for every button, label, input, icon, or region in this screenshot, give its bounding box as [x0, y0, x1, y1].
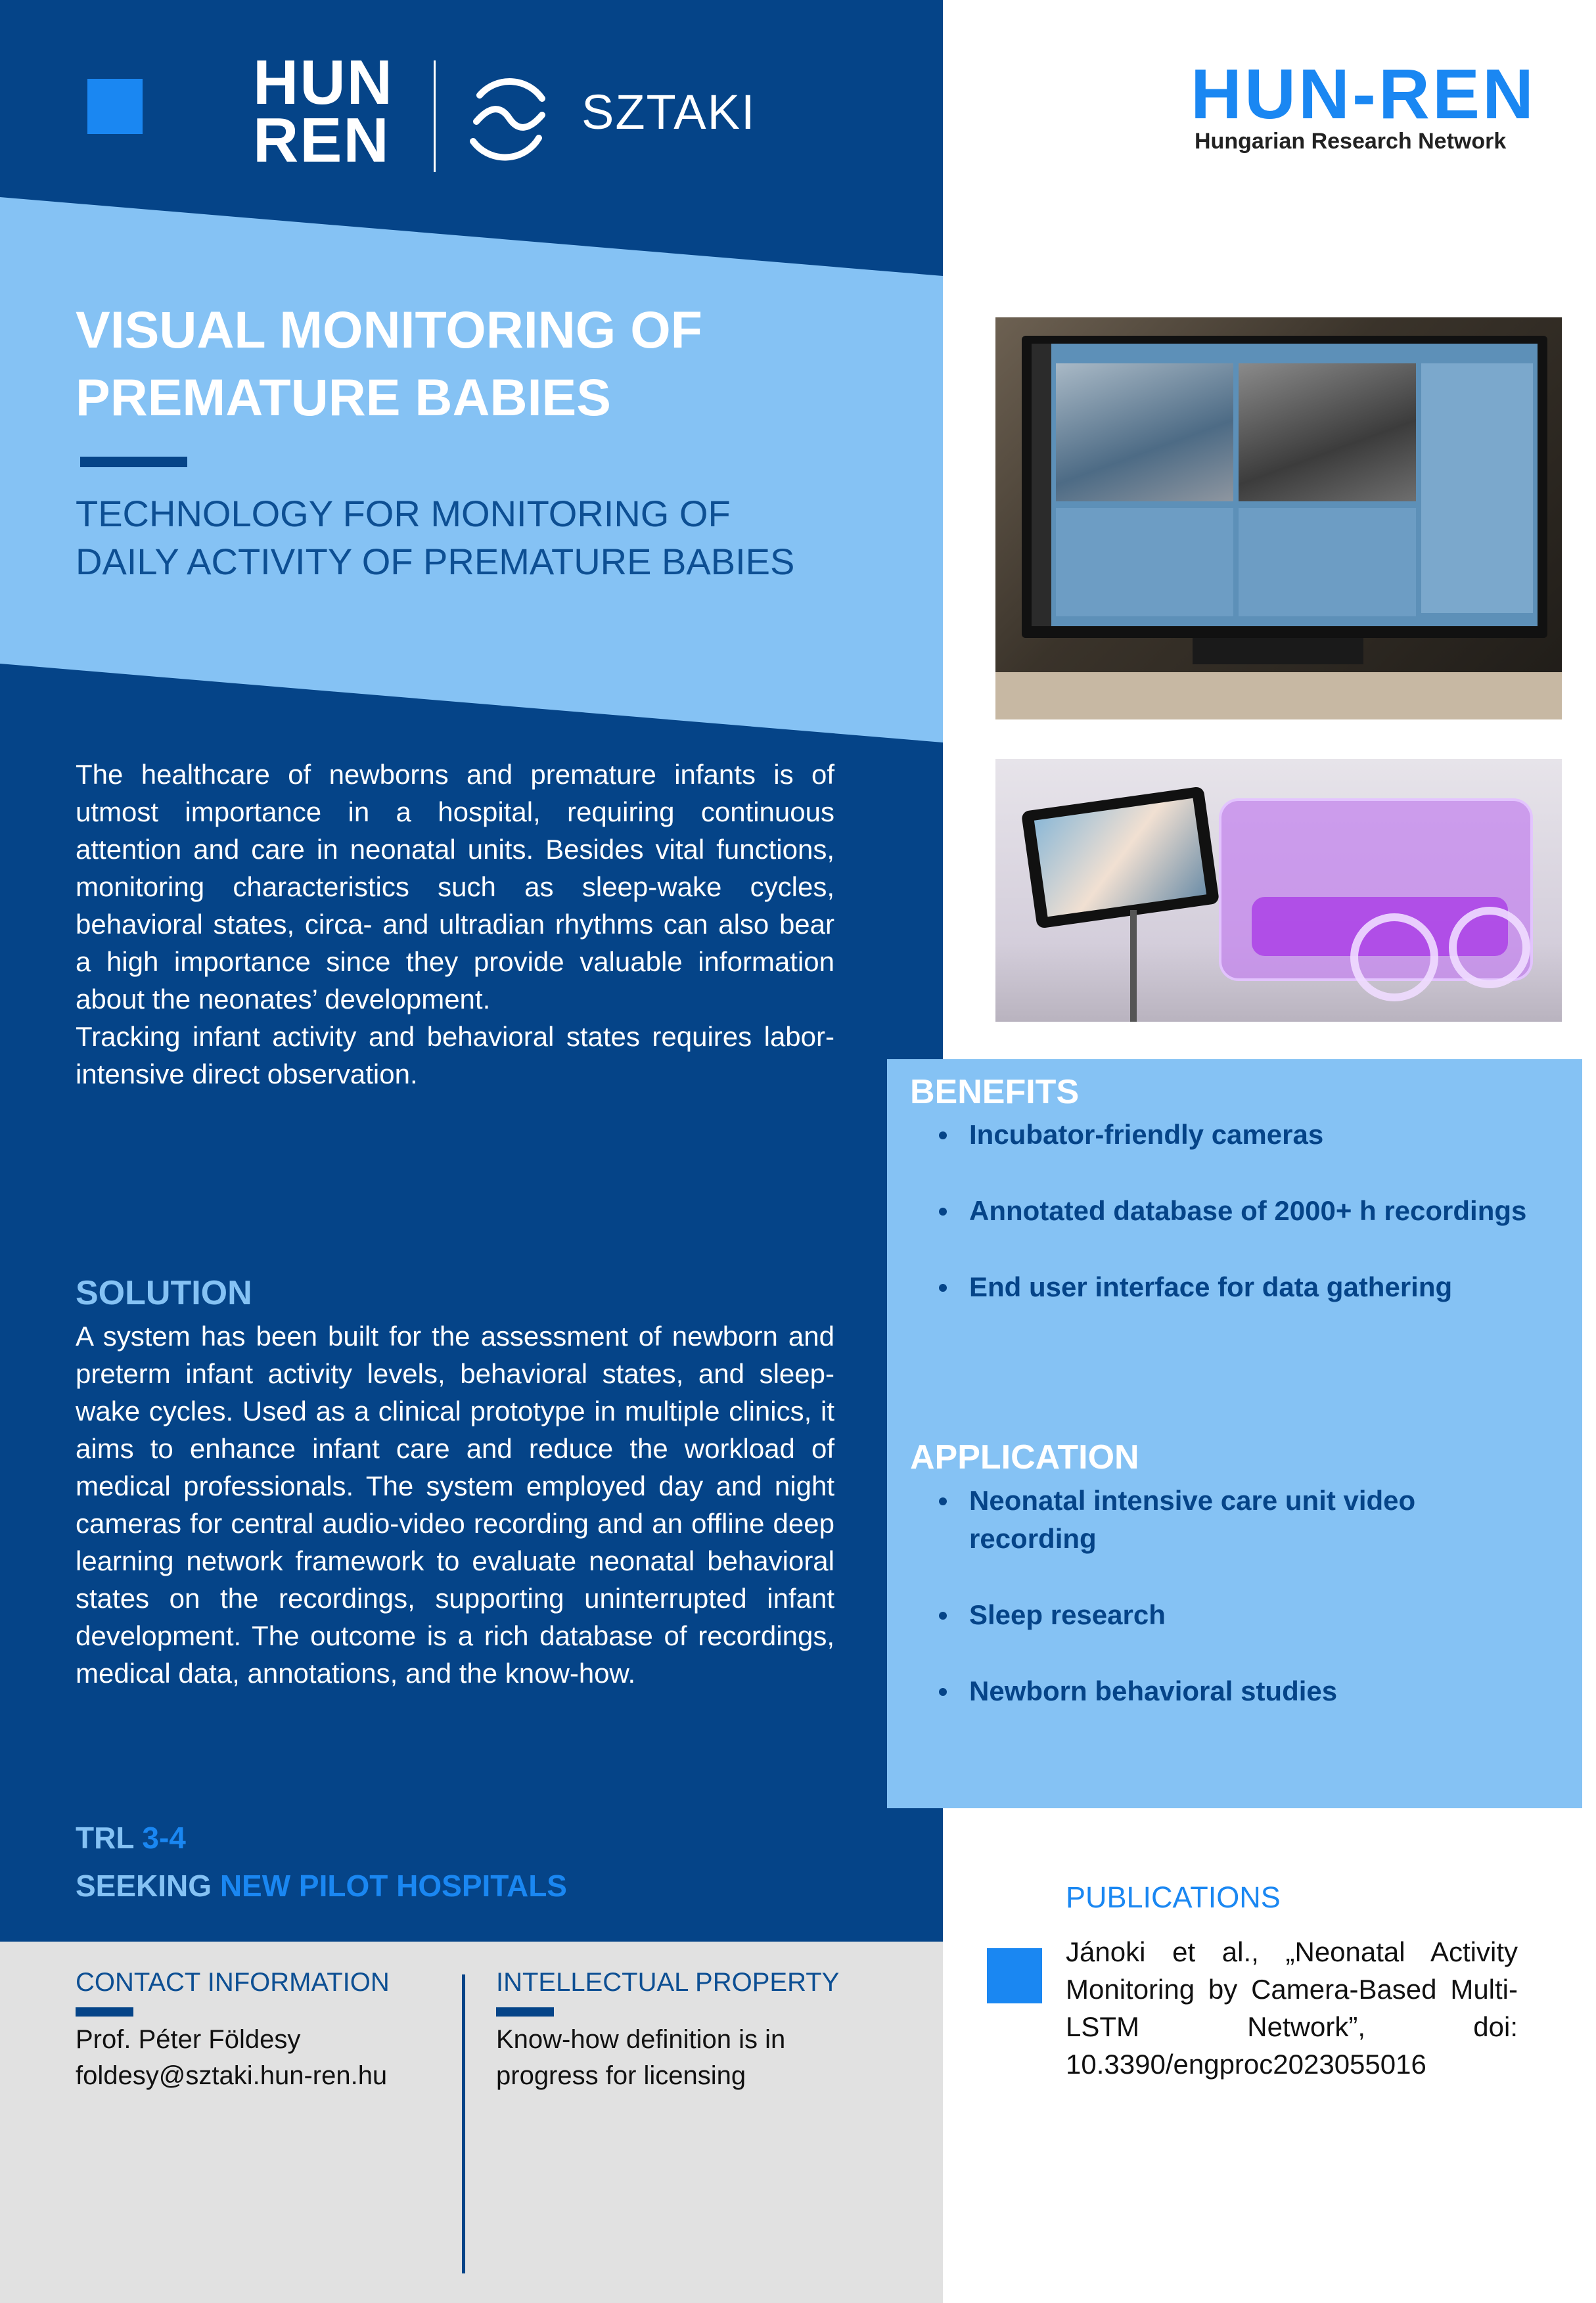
trl-label: TRL: [76, 1821, 134, 1855]
page-title: [76, 296, 897, 431]
application-item: Sleep research: [910, 1596, 1501, 1634]
hunren-logo-subtitle: Hungarian Research Network: [1195, 129, 1507, 154]
subtitle-line-2: DAILY ACTIVITY OF PREMATURE BABIES: [76, 541, 795, 582]
contact-name: Prof. Péter Földesy: [76, 2025, 301, 2054]
contact-heading: CONTACT INFORMATION: [76, 1968, 390, 1997]
application-item: Neonatal intensive care unit video recording: [910, 1482, 1501, 1558]
contact-email[interactable]: foldesy@sztaki.hun-ren.hu: [76, 2061, 388, 2090]
logo-left-line2: REN: [253, 105, 390, 175]
sztaki-logo-text: SZTAKI: [581, 85, 756, 139]
application-item: Newborn behavioral studies: [910, 1672, 1501, 1710]
seeking-label: SEEKING: [76, 1869, 212, 1903]
sztaki-emblem-icon: [460, 72, 559, 164]
application-heading: APPLICATION: [910, 1438, 1139, 1476]
form-panel-right: [1239, 508, 1416, 616]
trl-value: 3-4: [142, 1821, 186, 1855]
benefits-heading: BENEFITS: [910, 1073, 1080, 1111]
application-list: [910, 1482, 1501, 1710]
seeking-line: [76, 1868, 567, 1904]
camera-feed-day: [1056, 363, 1233, 501]
contact-details: [76, 2022, 387, 2094]
intro-paragraph-2: Tracking infant activity and behavioral states requires labor-intensive direct observation.: [76, 1021, 834, 1089]
square-bullet-icon: [87, 79, 143, 134]
solution-heading: SOLUTION: [76, 1274, 252, 1312]
benefit-item: End user interface for data gathering: [910, 1268, 1561, 1306]
ip-line-1: Know-how definition is in: [496, 2025, 786, 2054]
contact-divider: [462, 1974, 465, 2273]
title-line-1: VISUAL MONITORING OF: [76, 300, 702, 359]
title-underline: [80, 457, 187, 467]
page-subtitle: [76, 490, 897, 585]
benefits-list: [910, 1116, 1561, 1306]
incubator-photo: [995, 759, 1562, 1022]
ip-line-2: progress for licensing: [496, 2061, 746, 2090]
monitor-stand: [1193, 638, 1363, 664]
intro-paragraph-1: The healthcare of newborns and premature infants is of utmost importance in a hospital, requiring continuous attention and care in neonatal units. Besides vital functions, monitoring characteristics such as sleep-wake cycles, behavioral states, circa- and ultradian rhythms can also bear a high importance since they provide valuable information about the neonates’ development.: [76, 759, 834, 1015]
intro-text: [76, 756, 834, 1093]
benefit-item: Annotated database of 2000+ h recordings: [910, 1192, 1561, 1230]
data-panel: [1421, 363, 1533, 613]
publication-square-icon: [987, 1948, 1042, 2003]
camera-feed-night: [1239, 363, 1416, 501]
publications-heading: PUBLICATIONS: [1066, 1881, 1281, 1914]
desk-surface: [995, 672, 1562, 719]
ip-details: [496, 2022, 785, 2094]
monitor-photo: [995, 317, 1562, 719]
hunren-logo-right: HUN-REN: [1191, 54, 1536, 133]
contact-heading-bar: [76, 2007, 133, 2017]
hunren-logo-left: [253, 47, 394, 175]
benefit-item: Incubator-friendly cameras: [910, 1116, 1561, 1154]
ip-heading: INTELLECTUAL PROPERTY: [496, 1968, 840, 1997]
trl-line: [76, 1820, 186, 1856]
ip-heading-bar: [496, 2007, 554, 2017]
publication-citation: Jánoki et al., „Neonatal Activity Monitoring by Camera-Based Multi-LSTM Network”, doi: 10.3390/engproc2023055016: [1066, 1936, 1518, 2080]
incubator-porthole-1: [1350, 913, 1438, 1001]
solution-text: A system has been built for the assessment of newborn and preterm infant activity levels, behavioral states, and sleep-wake cycles. Used as a clinical prototype in multiple clinics, it aims to enhance infant care and reduce the workload of medical professionals. The system employed day and night cameras for central audio-video recording and an offline deep learning network framework to evaluate neonatal behavioral states on the recordings, supporting uninterrupted infant development. The outcome is a rich database of recordings, medical data, annotations, and the know-how.: [76, 1321, 834, 1689]
logo-divider: [434, 60, 436, 172]
subtitle-line-1: TECHNOLOGY FOR MONITORING OF: [76, 493, 731, 534]
tablet-arm: [1130, 910, 1137, 1022]
incubator-porthole-2: [1449, 907, 1530, 988]
seeking-value: NEW PILOT HOSPITALS: [219, 1869, 567, 1903]
logo-left-line1: HUN: [253, 47, 394, 118]
screen-dock: [1032, 344, 1051, 626]
form-panel-left: [1056, 508, 1233, 616]
title-line-2: PREMATURE BABIES: [76, 368, 611, 426]
